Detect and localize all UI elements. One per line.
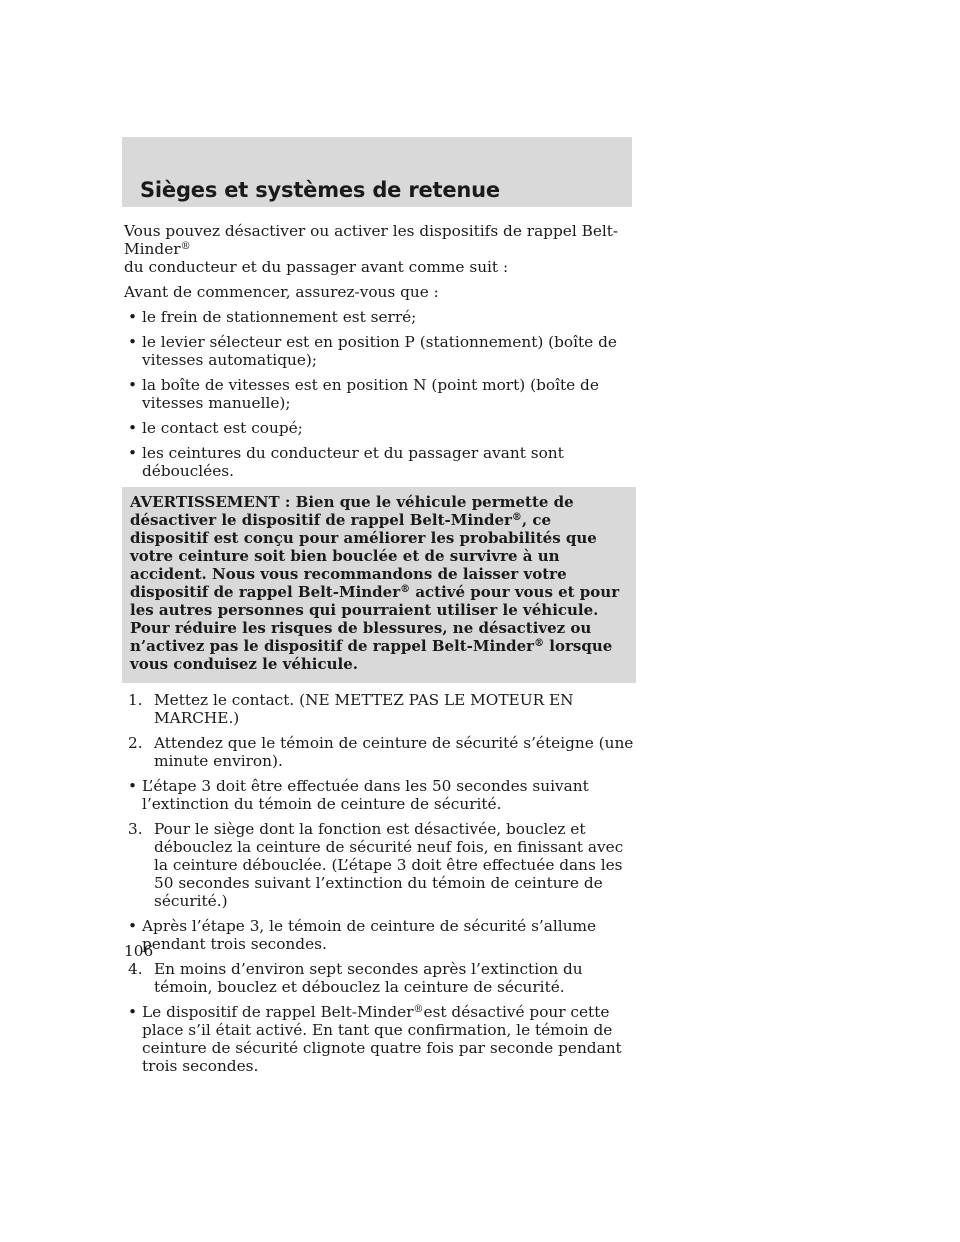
list-item-text: les ceintures du conducteur et du passager avant sont débouclées.	[142, 444, 564, 480]
list-item	[124, 419, 634, 437]
step-item	[124, 691, 634, 727]
list-item-text: est désactivé pour cette place s’il était activé. En tant que confirmation, le témoin de ceinture de sécurité clignote quatre fois par seconde pendant trois secondes.	[142, 1003, 622, 1075]
registered-mark: ®	[180, 241, 191, 252]
list-item	[124, 917, 634, 953]
step-item	[124, 820, 634, 910]
list-item-text: L’étape 3 doit être effectuée dans les 50 secondes suivant l’extinction du témoin de ceinture de sécurité.	[142, 777, 589, 813]
list-item-text: le contact est coupé;	[142, 419, 303, 437]
list-item-text: la boîte de vitesses est en position N (point mort) (boîte de vitesses manuelle);	[142, 376, 599, 412]
list-item	[124, 444, 634, 480]
section-title: Sièges et systèmes de retenue	[140, 178, 500, 202]
list-item-text: le frein de stationnement est serré;	[142, 308, 417, 326]
step-item	[124, 734, 634, 770]
list-item	[124, 777, 634, 813]
intro-paragraph	[124, 222, 634, 276]
bullet-icon: •	[128, 333, 138, 351]
page-number: 106	[124, 942, 154, 960]
list-item-text: Après l’étape 3, le témoin de ceinture de sécurité s’allume pendant trois secondes.	[142, 917, 597, 953]
registered-mark: ®	[413, 1004, 424, 1015]
warning-box	[122, 487, 636, 683]
before-start-text: Avant de commencer, assurez-vous que :	[124, 283, 439, 301]
step-text: Pour le siège dont la fonction est désactivée, bouclez et débouclez la ceinture de sécurité neuf fois, en finissant avec la ceinture débouclée. (L’étape 3 doit être effectuée dans les 50 secondes suivant l’extinction du témoin de ceinture de sécurité.)	[154, 820, 624, 910]
registered-mark: ®	[400, 584, 411, 595]
step-number: 4.	[128, 960, 143, 978]
warning-text: AVERTISSEMENT : Bien que le véhicule permette de désactiver le dispositif de rappel Belt-Minder	[130, 493, 574, 529]
warning-text: activé pour vous et pour les autres personnes qui pourraient utiliser le véhicule. Pour réduire les risques de blessures, ne désactivez ou n’activez pas le dispositif de rappel Belt-Minder	[130, 583, 620, 655]
list-item-text: le levier sélecteur est en position P (stationnement) (boîte de vitesses automatique);	[142, 333, 617, 369]
step-number: 3.	[128, 820, 143, 838]
page-content	[124, 222, 634, 1082]
intro-text-cont: du conducteur et du passager avant comme suit :	[124, 258, 509, 276]
bullet-icon: •	[128, 419, 138, 437]
bullet-icon: •	[128, 308, 138, 326]
step-number: 2.	[128, 734, 143, 752]
list-item-text: Le dispositif de rappel Belt-Minder	[142, 1003, 414, 1021]
list-item	[124, 1003, 634, 1075]
step-item	[124, 960, 634, 996]
list-item	[124, 376, 634, 412]
step-text: Attendez que le témoin de ceinture de sécurité s’éteigne (une minute environ).	[154, 734, 634, 770]
step-text: Mettez le contact. (NE METTEZ PAS LE MOTEUR EN MARCHE.)	[154, 691, 574, 727]
warning-text: lorsque vous conduisez le véhicule.	[130, 637, 613, 673]
intro-text: Vous pouvez désactiver ou activer les dispositifs de rappel Belt-Minder	[124, 222, 619, 258]
bullet-icon: •	[128, 376, 138, 394]
step-text: En moins d’environ sept secondes après l’extinction du témoin, bouclez et débouclez la ceinture de sécurité.	[154, 960, 583, 996]
bullet-icon: •	[128, 917, 138, 935]
list-item	[124, 333, 634, 369]
bullet-icon: •	[128, 1003, 138, 1021]
warning-text: , ce dispositif est conçu pour améliorer les probabilités que votre ceinture soit bien bouclée et de survivre à un accident. Nous vous recommandons de laisser votre dispositif de rappel Belt-Minder	[130, 511, 597, 601]
registered-mark: ®	[534, 638, 545, 649]
bullet-icon: •	[128, 444, 138, 462]
registered-mark: ®	[511, 512, 522, 523]
list-item	[124, 308, 634, 326]
step-number: 1.	[128, 691, 143, 709]
bullet-icon: •	[128, 777, 138, 795]
